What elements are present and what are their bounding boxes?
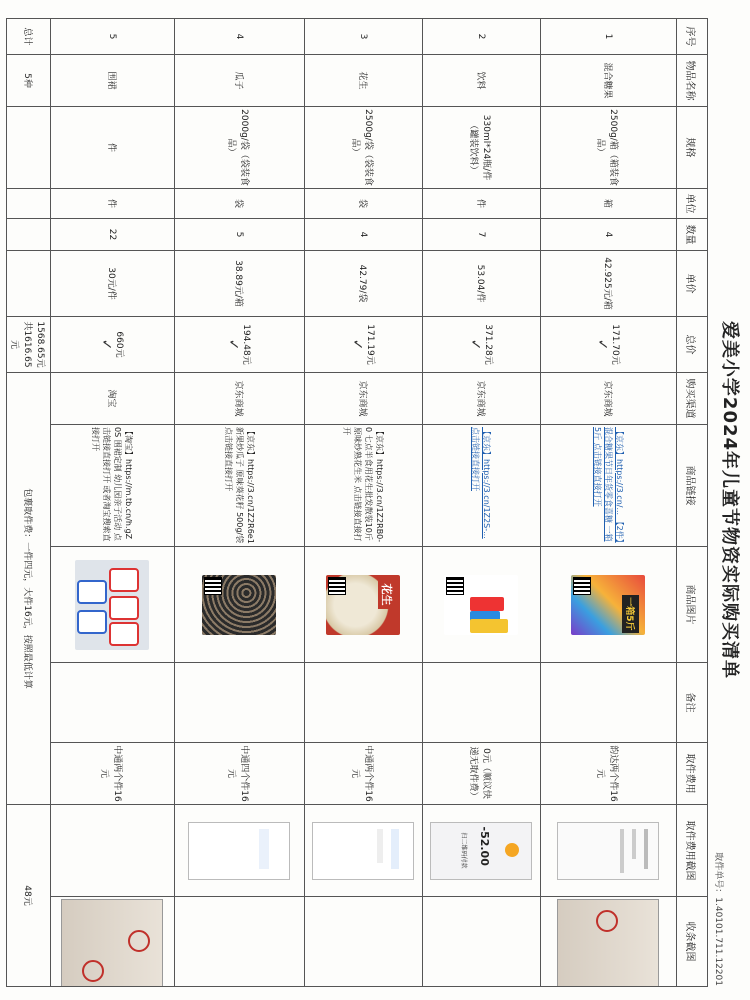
header-no: 序号: [677, 19, 708, 55]
header-price: 单价: [677, 251, 708, 317]
cell-price: 38.89元/箱: [175, 251, 305, 317]
summary-row: [7, 19, 51, 987]
cell-receipt: [541, 897, 677, 987]
page-title: 爱美小学2024年儿童节物资实际购买清单: [719, 320, 740, 680]
qr-code-icon: [447, 577, 465, 595]
total-value: 194.48元: [241, 324, 251, 365]
candy-label: 一箱5斤: [623, 595, 640, 632]
cell-fee-screenshot: [423, 805, 541, 897]
table-row: [51, 19, 175, 987]
cell-channel: 淘宝: [51, 373, 175, 425]
cell-empty: [7, 251, 51, 317]
payment-screenshot: [431, 822, 533, 880]
cell-fee: 韵达两个件16元: [541, 743, 677, 805]
total-value: 660元: [114, 331, 124, 358]
cell-link[interactable]: [423, 425, 541, 547]
header-image: 商品图片: [677, 547, 708, 663]
cell-spec: 2500g/箱（箱装食品）: [541, 107, 677, 189]
table-row: [175, 19, 305, 987]
app-screenshot: [189, 822, 291, 880]
cell-empty: [7, 219, 51, 251]
header-channel: 购买渠道: [677, 373, 708, 425]
cell-link[interactable]: [51, 425, 175, 547]
cell-receipt: [305, 897, 423, 987]
cell-no: 2: [423, 19, 541, 55]
seeds-image: [203, 575, 277, 635]
header-total: 总价: [677, 317, 708, 373]
cell-name: 饮料: [423, 55, 541, 107]
cell-unit: 箱: [541, 189, 677, 219]
cell-fee: 中通两个件16元: [51, 743, 175, 805]
cell-image: [51, 547, 175, 663]
total-value: 171.70元: [610, 324, 620, 365]
cell-remark: [175, 663, 305, 743]
header-spec: 规格: [677, 107, 708, 189]
cell-no: 4: [175, 19, 305, 55]
cell-qty: 4: [305, 219, 423, 251]
cell-no: 5: [51, 19, 175, 55]
product-link[interactable]: 【京东】https://3.cn/1Z2RB0-0 七点半食用花生批发散装10斤 原味炒熟花生米 点击链接直接打开: [342, 427, 385, 543]
cell-image: [305, 547, 423, 663]
app-screenshot: [313, 822, 415, 880]
cell-price: 42.925元/箱: [541, 251, 677, 317]
cell-link[interactable]: [175, 425, 305, 547]
cell-no: 3: [305, 19, 423, 55]
cell-spec: 2000g/袋（袋装食品）: [175, 107, 305, 189]
header-remark: 备注: [677, 663, 708, 743]
cell-total: [175, 317, 305, 373]
table-row: [423, 19, 541, 987]
header-row: [677, 19, 708, 987]
cell-unit: 件: [423, 189, 541, 219]
cell-total: [305, 317, 423, 373]
check-mark-icon: ✓: [349, 338, 365, 351]
cell-unit: 袋: [305, 189, 423, 219]
cell-name: 花生: [305, 55, 423, 107]
fee-screenshot: [558, 822, 660, 880]
cell-link[interactable]: [305, 425, 423, 547]
cell-image: [423, 547, 541, 663]
cell-image: [541, 547, 677, 663]
cell-fee-screenshot: [305, 805, 423, 897]
cell-fee: 中通两个件16元: [305, 743, 423, 805]
cell-receipt: [423, 897, 541, 987]
qr-code-icon: [205, 577, 223, 595]
qr-code-icon: [574, 577, 592, 595]
tracking-note: 取件单号：1.40101.711.12201: [713, 852, 723, 986]
check-mark-icon: ✓: [594, 338, 610, 351]
cell-price: 30元/件: [51, 251, 175, 317]
check-mark-icon: ✓: [225, 338, 241, 351]
summary-qty: 5种: [7, 55, 51, 107]
cell-spec: 件: [51, 107, 175, 189]
cell-image: [175, 547, 305, 663]
cell-total: [423, 317, 541, 373]
cell-no: 1: [541, 19, 677, 55]
total-value: 171.19元: [365, 324, 375, 365]
product-link[interactable]: 【京东】https://3.cn/1Z2S-... 点击链接直接打开: [471, 427, 492, 539]
payment-amount: -52.00: [478, 826, 492, 866]
header-receipt-screenshot: 收条截图: [677, 897, 708, 987]
product-link[interactable]: 【京东】https://3.cn/... 【2件】混合糖果节日年货零食喜糖 一箱5斤 点击链接直接打开: [593, 427, 624, 543]
cell-remark: [541, 663, 677, 743]
cell-receipt: [51, 897, 175, 987]
cell-price: 53.04/件: [423, 251, 541, 317]
product-link[interactable]: 【淘宝】https://m.tb.cn/h.gZ0S 围裙定制 幼儿园亲子活动 点击链接直接打开 或者淘宝搜索直接打开: [91, 427, 134, 542]
cell-name: 围裙: [51, 55, 175, 107]
header-qty: 数量: [677, 219, 708, 251]
cell-channel: 京东商城: [423, 373, 541, 425]
cell-fee-screenshot: [175, 805, 305, 897]
summary-total-detail: 共1616.65元: [9, 321, 32, 368]
total-value: 371.28元: [483, 324, 493, 365]
cell-remark: [305, 663, 423, 743]
cell-fee: 中通四个件16元: [175, 743, 305, 805]
cell-link[interactable]: [541, 425, 677, 547]
cell-qty: 7: [423, 219, 541, 251]
header-fee-screenshot: 取件费用截图: [677, 805, 708, 897]
peanut-image: [327, 575, 401, 635]
summary-total: [7, 317, 51, 373]
cell-name: 瓜子: [175, 55, 305, 107]
cell-empty: [7, 107, 51, 189]
cell-total: [51, 317, 175, 373]
drinks-image: [445, 575, 519, 635]
cell-channel: 京东商城: [175, 373, 305, 425]
cell-price: 42.79/袋: [305, 251, 423, 317]
red-stamp-icon: [83, 960, 105, 982]
peanut-label: 花生: [379, 581, 397, 609]
summary-label: 总计: [7, 19, 51, 55]
table-row: [541, 19, 677, 987]
cell-spec: 2500g/袋（袋装食品）: [305, 107, 423, 189]
header-fee: 取件费用: [677, 743, 708, 805]
cell-remark: [423, 663, 541, 743]
cell-remark: [51, 663, 175, 743]
check-mark-icon: ✓: [98, 338, 114, 351]
qr-code-icon: [329, 577, 347, 595]
receipt-photo: [558, 899, 660, 987]
cell-qty: 22: [51, 219, 175, 251]
header-name: 物品名称: [677, 55, 708, 107]
red-stamp-icon: [597, 910, 619, 932]
cell-total: [541, 317, 677, 373]
payment-label: 扫二维码付款: [460, 832, 468, 869]
product-link[interactable]: 【京东】https://3.cn/1Z2R6e1 新果炒瓜子 原味葵花籽 500g/袋 点击链接直接打开: [224, 427, 255, 544]
cell-spec: 330ml*24瓶/件（罐装饮料）: [423, 107, 541, 189]
candy-image: [572, 575, 646, 635]
summary-total-value: 1568.65元: [35, 321, 45, 368]
cell-empty: [7, 189, 51, 219]
cell-qty: 4: [541, 219, 677, 251]
cell-fee-screenshot: [51, 805, 175, 897]
header-link: 商品链接: [677, 425, 708, 547]
cell-channel: 京东商城: [305, 373, 423, 425]
cell-receipt: [175, 897, 305, 987]
header-unit: 单位: [677, 189, 708, 219]
red-stamp-icon: [129, 930, 151, 952]
table-row: [305, 19, 423, 987]
cell-channel: 京东商城: [541, 373, 677, 425]
cell-qty: 5: [175, 219, 305, 251]
purchase-table: [6, 18, 708, 987]
cell-unit: 袋: [175, 189, 305, 219]
cell-fee: 0元（顺议快递无取件费）: [423, 743, 541, 805]
summary-note: 包裹取件费：一件四元，大件16元，按照最低计算: [7, 373, 51, 805]
apron-image: [76, 560, 150, 650]
summary-fee-total: 48元: [7, 805, 51, 987]
cell-unit: 件: [51, 189, 175, 219]
cell-fee-screenshot: [541, 805, 677, 897]
cell-name: 混合糖果: [541, 55, 677, 107]
check-mark-icon: ✓: [467, 338, 483, 351]
receipt-photo: [62, 899, 164, 987]
